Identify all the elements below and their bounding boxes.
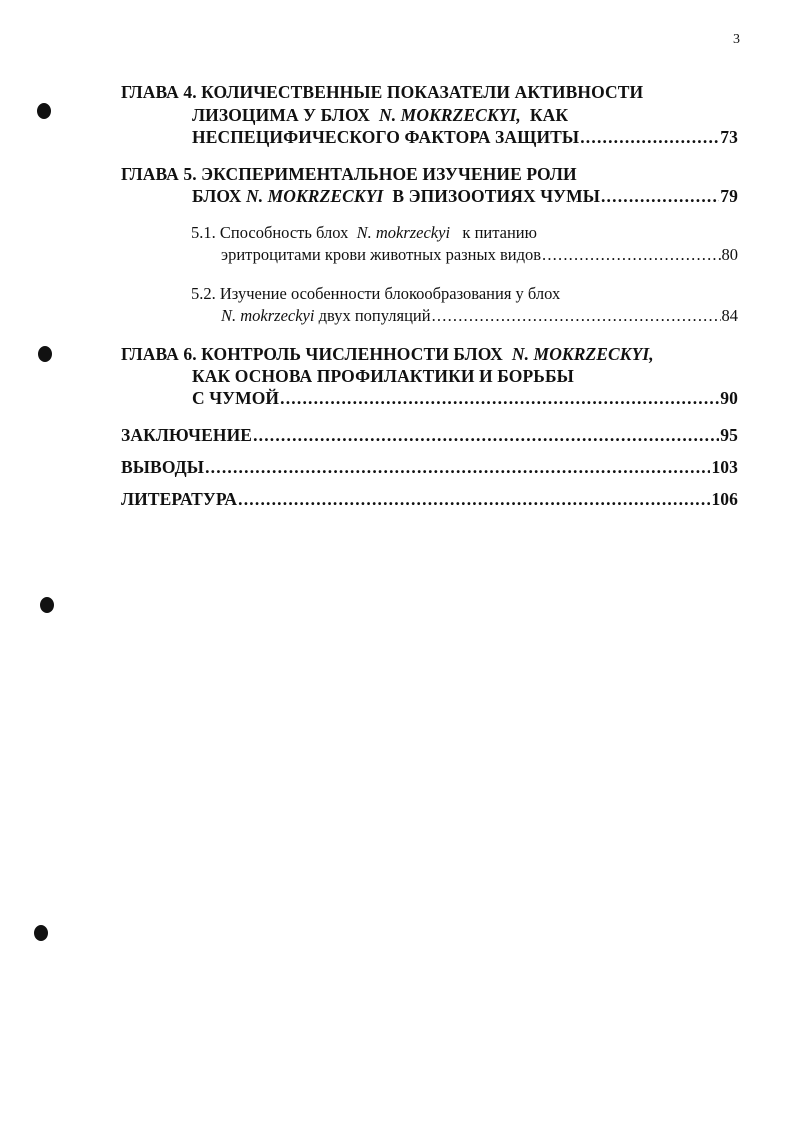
toc-ch6-line2 [192, 365, 574, 387]
binder-hole [38, 346, 52, 362]
toc-ch4-line3[interactable] [192, 126, 738, 148]
toc-ch6-species: N. MOKRZECKYI, [511, 344, 654, 364]
toc-s51-page: 80 [721, 245, 738, 264]
toc-s51-line1 [191, 222, 537, 244]
toc-ch6-title-part: С ЧУМОЙ [192, 388, 280, 408]
leader-dots [238, 488, 710, 510]
toc-literature[interactable] [121, 488, 738, 510]
toc-s52-line2[interactable] [221, 305, 738, 327]
toc-ch6-line1 [121, 343, 654, 365]
toc-ch5-line2[interactable] [192, 185, 738, 207]
toc-ch5-species: N. MOKRZECKYI [245, 186, 384, 206]
toc-findings-page: 103 [711, 457, 738, 477]
toc-s52-title-part: двух популяций [318, 306, 431, 325]
toc-ch6-title: ГЛАВА 6. КОНТРОЛЬ ЧИСЛЕННОСТИ БЛОХ [121, 344, 503, 364]
leader-dots [601, 185, 719, 207]
page-number: 3 [733, 32, 740, 47]
toc-ch4-title-part: ЛИЗОЦИМА У БЛОХ [192, 105, 371, 125]
toc-ch6-line3[interactable] [192, 387, 738, 409]
toc-s51-line2[interactable] [221, 244, 738, 266]
toc-ch5-page: 79 [720, 186, 738, 206]
toc-s51-species: N. mokrzeckyi [356, 223, 451, 242]
toc-conclusion-page: 95 [720, 425, 738, 445]
leader-dots [253, 424, 719, 446]
toc-s51-title-part: к питанию [462, 223, 537, 242]
binder-hole [34, 925, 48, 941]
toc-findings-label: ВЫВОДЫ [121, 457, 205, 477]
binder-hole [37, 103, 51, 119]
binder-hole [40, 597, 54, 613]
toc-ch6-title-part: КАК ОСНОВА ПРОФИЛАКТИКИ И БОРЬБЫ [192, 366, 574, 386]
toc-ch5-title-part: БЛОХ [192, 186, 242, 206]
toc-literature-page: 106 [711, 489, 738, 509]
toc-findings[interactable] [121, 456, 738, 478]
toc-ch5-line1 [121, 163, 577, 185]
toc-ch4-line1 [121, 81, 643, 103]
toc-conclusion-label: ЗАКЛЮЧЕНИЕ [121, 425, 253, 445]
leader-dots [542, 244, 720, 266]
toc-ch5-title: ГЛАВА 5. ЭКСПЕРИМЕНТАЛЬНОЕ ИЗУЧЕНИЕ РОЛИ [121, 164, 577, 184]
toc-s51-title-part: эритроцитами крови животных разных видов [221, 245, 542, 264]
leader-dots [580, 126, 719, 148]
toc-ch4-title-part: НЕСПЕЦИФИЧЕСКОГО ФАКТОРА ЗАЩИТЫ [192, 127, 580, 147]
toc-ch4-species: N. MOKRZECKYI, [378, 105, 521, 125]
toc-s52-line1 [191, 283, 560, 305]
toc-ch4-line2 [192, 104, 568, 126]
toc-ch4-page: 73 [720, 127, 738, 147]
toc-conclusion[interactable] [121, 424, 738, 446]
toc-literature-label: ЛИТЕРАТУРА [121, 489, 238, 509]
leader-dots [432, 305, 721, 327]
toc-ch5-title-part: В ЭПИЗООТИЯХ ЧУМЫ [392, 186, 600, 206]
toc-ch4-title-part: КАК [529, 105, 569, 125]
leader-dots [280, 387, 719, 409]
toc-ch4-title: ГЛАВА 4. КОЛИЧЕСТВЕННЫЕ ПОКАЗАТЕЛИ АКТИВНОСТИ [121, 82, 644, 102]
toc-s52-species: N. mokrzeckyi [221, 306, 315, 325]
toc-s52-page: 84 [721, 306, 738, 325]
toc-ch6-page: 90 [720, 388, 738, 408]
toc-s51-title: 5.1. Способность блох [191, 223, 349, 242]
toc-s52-title: 5.2. Изучение особенности блокообразования у блох [191, 284, 561, 303]
leader-dots [205, 456, 710, 478]
